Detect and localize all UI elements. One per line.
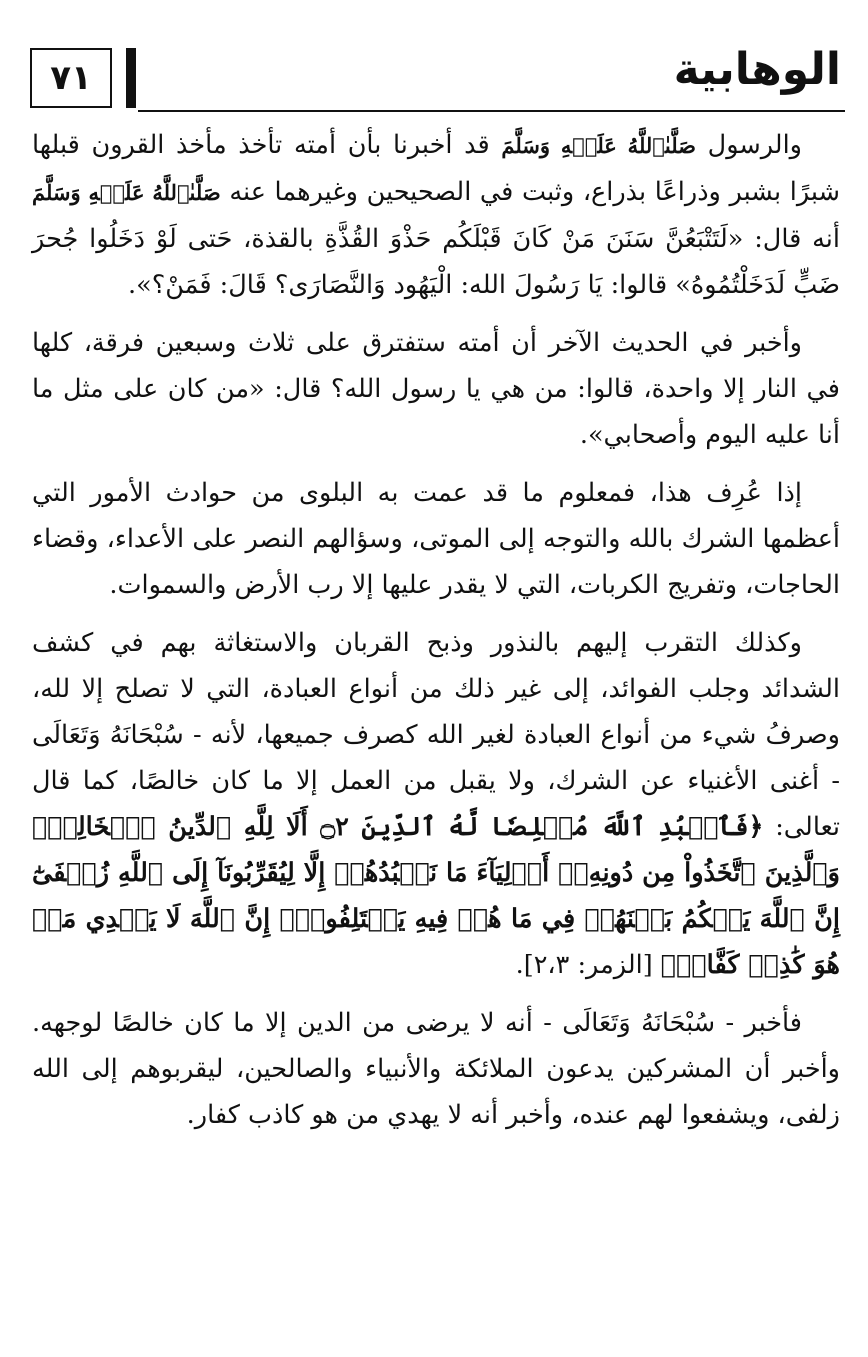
- paragraph-1-text-c: أنه قال: «لَتَتْبَعُنَّ سَنَنَ مَنْ كَانَ قَبْلَكُم حَذْوَ القُذَّةِ بالقذة، حَتى لَوْ دَخَلُوا جُحرَ ضَبٍّ لَدَخَلْتُمُوهُ» قالوا: يَا رَسُولَ الله: الْيَهُود وَالنَّصَارَى؟ قَالَ: فَمَنْ؟».: [32, 224, 840, 300]
- header-divider-bar: [126, 48, 136, 108]
- page-header: [30, 44, 845, 118]
- salutation-glyph: صَلَّىٰٱللَّهُ عَلَيۡهِ وَسَلَّمَ: [32, 180, 221, 205]
- paragraph-3: إذا عُرِف هذا، فمعلوم ما قد عمت به البلوى من حوادث الأمور التي أعظمها الشرك بالله والتوجه إلى الموتى، وسؤالهم النصر على الأعداء، وقضاء الحاجات، وتفريج الكربات، التي لا يقدر عليها إلا رب الأرض والسموات.: [32, 478, 840, 600]
- page-body: [32, 122, 840, 1150]
- header-rule: [138, 110, 845, 112]
- paragraph-2: وأخبر في الحديث الآخر أن أمته ستفترق على ثلاث وسبعين فرقة، كلها في النار إلا واحدة، قالوا: من هي يا رسول الله؟ قال: «من كان على مثل ما أنا عليه اليوم وأصحابي».: [32, 328, 840, 450]
- paragraph-1-text-b: قد أخبرنا بأن أمته تأخذ مأخذ القرون قبلها شبرًا بشبر وذراعًا بذراع، وثبت في الصحيحين وغيرهما عنه: [32, 130, 840, 207]
- verse-citation: [الزمر: ٢،٣].: [515, 950, 661, 980]
- quran-verse: ﴿فَٱعۡبُدِ ٱللَّهَ مُخۡلِصٗا لَّهُ ٱلدِّينَ ۝٢ أَلَا لِلَّهِ ٱلدِّينُ ٱلۡخَالِصُۚ وَٱلَّذِينَ ٱتَّخَذُواْ مِن دُونِهِۦٓ أَوۡلِيَآءَ مَا نَعۡبُدُهُمۡ إِلَّا لِيُقَرِّبُونَآ إِلَى ٱللَّهِ زُلۡفَىٰٓ إِنَّ ٱللَّهَ يَحۡكُمُ بَيۡنَهُمۡ فِي مَا هُمۡ فِيهِ يَخۡتَلِفُونَۗ إِنَّ ٱللَّهَ لَا يَهۡدِي مَنۡ هُوَ كَٰذِبٞ كَفَّارٞ﴾: [32, 812, 840, 980]
- salutation-glyph: صَلَّىٰٱللَّهُ عَلَيۡهِ وَسَلَّمَ: [501, 133, 697, 158]
- paragraph-4: [32, 620, 840, 988]
- running-title: الوهابية: [673, 44, 841, 95]
- page-number: ٧١: [30, 48, 112, 108]
- paragraph-4-text-a: وكذلك التقرب إليهم بالنذور وذبح القربان والاستغاثة بهم في كشف الشدائد وجلب الفوائد، إلى غير ذلك من أنواع العبادة، التي لا تصلح إلا لله، وصرفُ شيء من أنواع العبادة لغير الله كصرف جميعها، لأنه - سُبْحَانَهُ وَتَعَالَى - أغنى الأغنياء عن الشرك، ولا يقبل من العمل إلا ما كان خالصًا، كما قال تعالى:: [32, 628, 840, 842]
- paragraph-1-text-a: والرسول: [696, 130, 802, 160]
- paragraph-5: فأخبر - سُبْحَانَهُ وَتَعَالَى - أنه لا يرضى من الدين إلا ما كان خالصًا لوجهه. وأخبر أن المشركين يدعون الملائكة والأنبياء والصالحين، ليقربوهم إلى الله زلفى، ويشفعوا لهم عنده، وأخبر أنه لا يهدي من هو كاذب كفار.: [32, 1008, 840, 1130]
- paragraph-1: [32, 122, 840, 308]
